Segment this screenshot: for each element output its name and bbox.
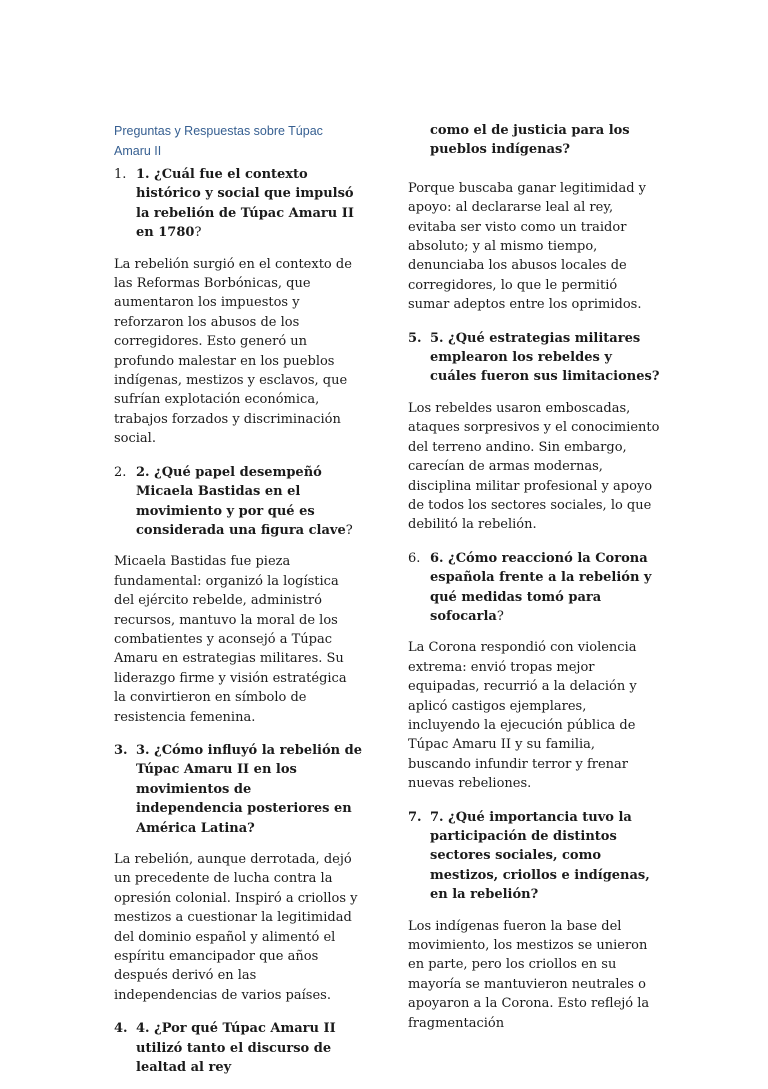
question-text-bold: 6. ¿Cómo reaccionó la Corona española frente a la rebelión y qué medidas tomó para sofocarla bbox=[430, 550, 652, 624]
question-suffix: ? bbox=[345, 522, 353, 538]
question-2 bbox=[114, 463, 362, 541]
question-suffix: ? bbox=[496, 608, 504, 624]
question-text bbox=[136, 165, 362, 243]
question-text-bold: 2. ¿Qué papel desempeñó Micaela Bastidas en el movimiento y por qué es considerada una figura clave bbox=[136, 464, 346, 538]
list-number: 6. bbox=[408, 550, 421, 566]
question-1 bbox=[114, 165, 362, 243]
list-number: 7. bbox=[408, 809, 422, 825]
list-number: 1. bbox=[114, 167, 127, 182]
question-text bbox=[136, 463, 362, 541]
question-text bbox=[430, 549, 660, 627]
question-4-continued: como el de justicia para los pueblos indígenas? bbox=[430, 123, 630, 158]
answer-1: La rebelión surgió en el contexto de las Reformas Borbónicas, que aumentaron los impuestos y reforzaron los abusos de los corregidores. Esto generó un profundo malestar en los pueblos indígenas, mestizos y esclavos, que sufrían explotación económica, trabajos forzados y discriminación social. bbox=[114, 256, 352, 447]
right-column bbox=[408, 121, 660, 1047]
question-text: 4. ¿Por qué Túpac Amaru II utilizó tanto el discurso de lealtad al rey bbox=[136, 1021, 336, 1076]
list-number: 3. bbox=[114, 742, 128, 758]
list-number: 2. bbox=[114, 464, 127, 480]
answer-3: La rebelión, aunque derrotada, dejó un precedente de lucha contra la opresión colonial. Inspiró a criollos y mestizos a cuestionar la legitimidad del dominio español y alimentó el espíritu emancipador que años después derivó en las independencias de varios países. bbox=[114, 852, 358, 1003]
question-text: 5. ¿Qué estrategias militares emplearon los rebeldes y cuáles fueron sus limitaciones? bbox=[430, 330, 660, 385]
question-4 bbox=[114, 1019, 362, 1077]
question-6 bbox=[408, 549, 660, 627]
list-number: 4. bbox=[114, 1021, 128, 1037]
answer-4: Porque buscaba ganar legitimidad y apoyo: al declararse leal al rey, evitaba ser visto como un traidor absoluto; y al mismo tiempo, denunciaba los abusos locales de corregidores, lo que le permitió sumar adeptos entre los oprimidos. bbox=[408, 180, 646, 313]
question-text: 3. ¿Cómo influyó la rebelión de Túpac Amaru II en los movimientos de independencia posteriores en América Latina? bbox=[136, 742, 362, 836]
question-7 bbox=[408, 808, 660, 905]
question-text: 7. ¿Qué importancia tuvo la participación de distintos sectores sociales, como mestizos, criollos e indígenas, en la rebelión? bbox=[430, 809, 650, 903]
list-number: 5. bbox=[408, 330, 422, 346]
left-column bbox=[114, 121, 362, 1089]
answer-6: La Corona respondió con violencia extrema: envió tropas mejor equipadas, recurrió a la delación y aplicó castigos ejemplares, incluyendo la ejecución pública de Túpac Amaru II y su familia, buscando infundir terror y frenar nuevas rebeliones. bbox=[408, 640, 637, 792]
answer-7: Los indígenas fueron la base del movimiento, los mestizos se unieron en parte, pero los criollos en su mayoría se mantuvieron neutrales o apoyaron a la Corona. Esto reflejó la fragmentación bbox=[408, 918, 650, 1031]
answer-5: Los rebeldes usaron emboscadas, ataques sorpresivos y el conocimiento del terreno andino. Sin embargo, carecían de armas modernas, disciplina militar profesional y apoyo de todos los sectores sociales, lo que debilitó la rebelión. bbox=[408, 400, 660, 533]
question-text-bold: 1. ¿Cuál fue el contexto histórico y social que impulsó la rebelión de Túpac Amaru II en 1780 bbox=[136, 167, 354, 241]
document-title: Preguntas y Respuestas sobre Túpac Amaru II bbox=[114, 124, 323, 158]
question-5 bbox=[408, 329, 660, 387]
answer-2: Micaela Bastidas fue pieza fundamental: organizó la logística del ejército rebelde, administró recursos, mantuvo la moral de los combatientes y aconsejó a Túpac Amaru en estrategias militares. Su liderazgo firme y visión estratégica la convirtieron en símbolo de resistencia femenina. bbox=[114, 554, 347, 725]
question-suffix: ? bbox=[194, 225, 202, 241]
question-3 bbox=[114, 741, 362, 838]
